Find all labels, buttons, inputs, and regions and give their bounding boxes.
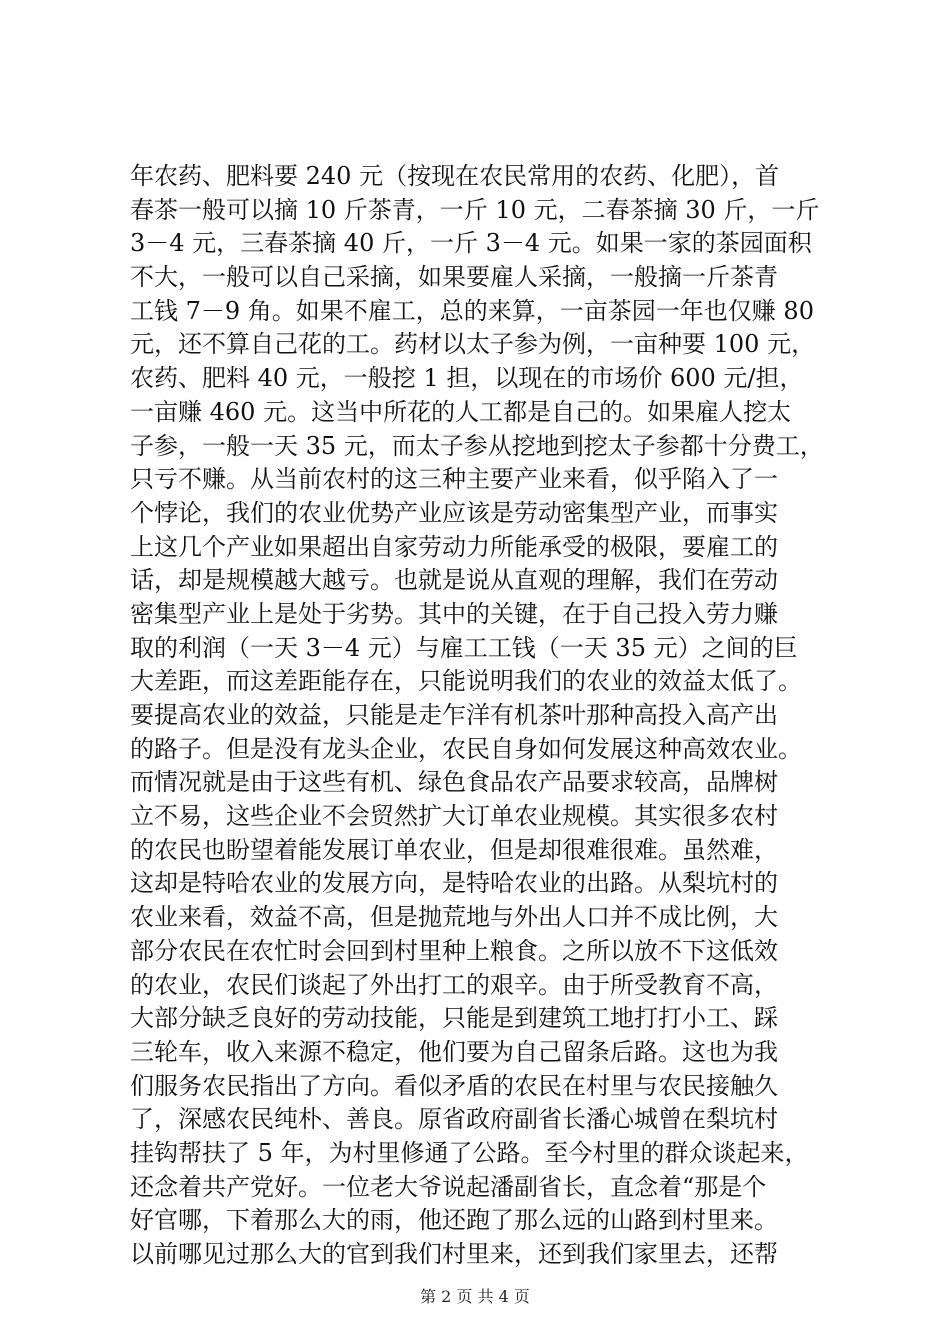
text-line: 以前哪见过那么大的官到我们村里来，还到我们家里去，还帮 xyxy=(130,1240,778,1268)
text-line: 一亩赚 460 元。这当中所花的人工都是自己的。如果雇人挖太 xyxy=(130,397,792,426)
text-line: 密集型产业上是处于劣势。其中的关键，在于自己投入劳力赚 xyxy=(130,599,778,628)
text-line: 工钱 7－9 角。如果不雇工，总的来算，一亩茶园一年也仅赚 80 xyxy=(130,296,814,325)
text-line: 大差距，而这差距能存在，只能说明我们的农业的效益太低了。 xyxy=(130,667,802,696)
page-footer: 第 2 页 共 4 页 xyxy=(420,1287,530,1306)
text-line: 们服务农民指出了方向。看似矛盾的农民在村里与农民接触久 xyxy=(130,1071,778,1100)
text-line: 3－4 元，三春茶摘 40 斤，一斤 3－4 元。如果一家的茶园面积 xyxy=(130,229,812,258)
text-line: 要提高农业的效益，只能是走乍洋有机茶叶那种高投入高产出 xyxy=(130,701,778,729)
text-line: 挂钩帮扶了 5 年，为村里修通了公路。至今村里的群众谈起来， xyxy=(130,1138,809,1167)
text-line: 春茶一般可以摘 10 斤茶青，一斤 10 元，二春茶摘 30 斤，一斤 xyxy=(130,195,820,224)
text-line: 取的利润（一天 3－4 元）与雇工工钱（一天 35 元）之间的巨 xyxy=(130,633,798,662)
text-line: 元，还不算自己花的工。药材以太子参为例，一亩种要 100 元， xyxy=(130,330,816,359)
text-line: 立不易，这些企业不会贸然扩大订单农业规模。其实很多农村 xyxy=(130,802,778,831)
text-line: 的农民也盼望着能发展订单农业，但是却很难很难。虽然难， xyxy=(130,835,778,864)
text-line: 了，深感农民纯朴、善良。原省政府副省长潘心城曾在梨坑村 xyxy=(130,1105,778,1134)
text-line: 三轮车，收入来源不稳定，他们要为自己留条后路。这也为我 xyxy=(130,1037,778,1066)
text-line: 只亏不赚。从当前农村的这三种主要产业来看，似乎陷入了一 xyxy=(130,465,778,494)
text-line: 年农药、肥料要 240 元（按现在农民常用的农药、化肥），首 xyxy=(130,162,780,190)
text-line: 部分农民在农忙时会回到村里种上粮食。之所以放不下这低效 xyxy=(130,936,778,965)
text-line: 的农业，农民们谈起了外出打工的艰辛。由于所受教育不高， xyxy=(130,970,778,999)
text-line: 这却是特哈农业的发展方向，是特哈农业的出路。从梨坑村的 xyxy=(130,869,778,898)
text-line: 的路子。但是没有龙头企业，农民自身如何发展这种高效农业。 xyxy=(130,734,802,763)
text-line: 个悖论，我们的农业优势产业应该是劳动密集型产业，而事实 xyxy=(130,498,778,527)
text-line: 上这几个产业如果超出自家劳动力所能承受的极限，要雇工的 xyxy=(130,532,778,561)
body-text xyxy=(130,160,830,1272)
text-line: 还念着共产党好。一位老大爷说起潘副省长，直念着“那是个 xyxy=(130,1172,767,1201)
text-line: 大部分缺乏良好的劳动技能，只能是到建筑工地打打小工、踩 xyxy=(130,1004,778,1033)
text-line: 好官哪，下着那么大的雨，他还跑了那么远的山路到村里来。 xyxy=(130,1206,778,1235)
text-line: 而情况就是由于这些有机、绿色食品农产品要求较高，品牌树 xyxy=(130,768,778,797)
text-line: 话，却是规模越大越亏。也就是说从直观的理解，我们在劳动 xyxy=(130,566,778,595)
text-line: 子参，一般一天 35 元，而太子参从挖地到挖太子参都十分费工， xyxy=(130,431,824,460)
text-line: 不大，一般可以自己采摘，如果要雇人采摘，一般摘一斤茶青 xyxy=(130,263,778,292)
text-line: 农业来看，效益不高，但是抛荒地与外出人口并不成比例，大 xyxy=(130,903,778,932)
text-line: 农药、肥料 40 元，一般挖 1 担，以现在的市场价 600 元/担， xyxy=(130,364,804,393)
